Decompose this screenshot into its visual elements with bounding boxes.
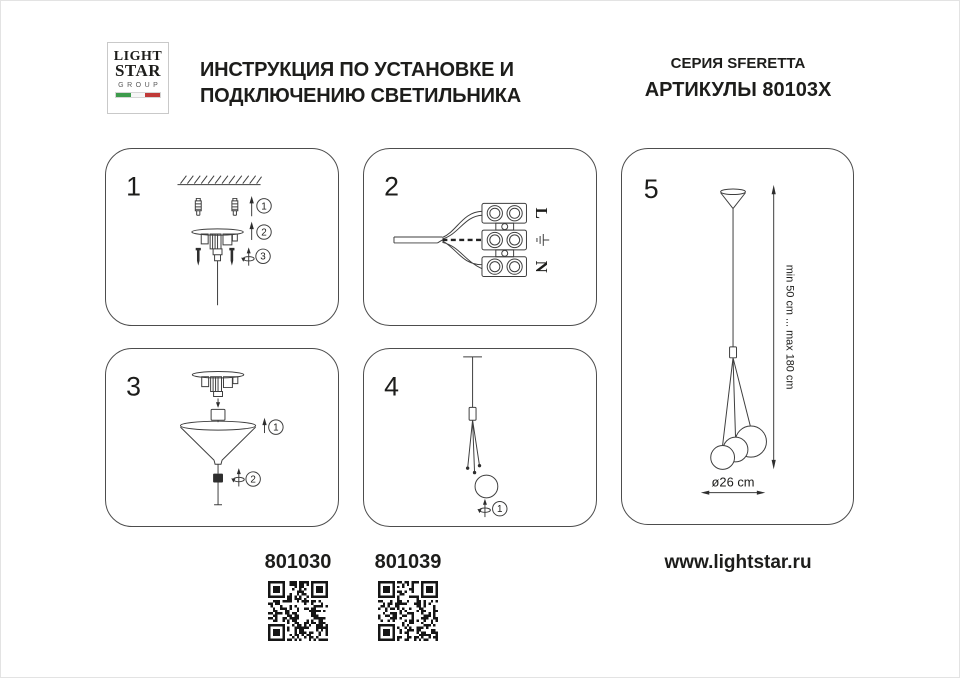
terminal-label-neutral: N [531, 260, 551, 273]
italy-flag-icon [116, 93, 160, 97]
title-line-2: ПОДКЛЮЧЕНИЮ СВЕТИЛЬНИКА [200, 85, 522, 107]
ceiling-hatch-icon [178, 176, 262, 185]
locking-nut [213, 474, 223, 483]
title-line-1: ИНСТРУКЦИЯ ПО УСТАНОВКЕ И [200, 59, 514, 81]
diagram-ceiling-fixing [106, 149, 338, 325]
diameter-dimension [701, 475, 765, 495]
diagram-canopy [106, 349, 338, 526]
canopy-cone [721, 189, 746, 209]
height-dimension [772, 185, 796, 470]
step-badge [493, 501, 507, 515]
svg-text:2: 2 [261, 227, 267, 239]
panel-number: 5 [643, 174, 659, 205]
panel-step-2 [363, 148, 597, 326]
height-dimension-label: min 50 cm ... max 180 cm [783, 264, 796, 390]
svg-text:1: 1 [273, 422, 279, 434]
panel-number: 2 [384, 171, 399, 202]
series-block [600, 55, 876, 102]
rotation-arrow-icon [231, 468, 244, 486]
power-cable [394, 211, 482, 268]
flag-green-stripe [116, 93, 131, 97]
up-arrow-icon [262, 418, 266, 433]
page-title [200, 57, 521, 109]
diagram-wiring [364, 149, 596, 325]
lightstar-logo [107, 42, 169, 114]
step-badge [269, 420, 283, 434]
ground-symbol-icon [537, 234, 549, 246]
flag-red-stripe [145, 93, 160, 97]
suspension-wires [466, 420, 481, 474]
qr-code-1 [268, 581, 328, 641]
panel-number: 3 [126, 371, 141, 402]
terminal-block [482, 203, 526, 276]
panel-step-1 [105, 148, 339, 326]
svg-text:3: 3 [260, 251, 266, 263]
up-arrow-icon [249, 196, 253, 216]
logo-text-star: STAR [114, 61, 162, 80]
series-name: СЕРИЯ SFERETTA [670, 55, 806, 72]
logo-text-group: GROUP [118, 82, 162, 89]
pendant-wire [214, 482, 222, 504]
panel-number: 4 [384, 371, 399, 402]
screw-icon [229, 248, 234, 266]
wall-anchor-icon [232, 198, 238, 215]
step-badge [257, 199, 271, 213]
terminal-label-live: L [531, 207, 551, 219]
sphere-shade [475, 475, 498, 498]
screw-icon [196, 248, 201, 266]
panel-step-5 [621, 148, 854, 525]
sphere-shade [711, 446, 735, 470]
wall-anchor-icon [195, 198, 201, 215]
panel-step-3 [105, 348, 339, 527]
rotation-arrow-icon [241, 247, 254, 265]
step-badge [257, 225, 271, 239]
website-url: www.lightstar.ru [664, 552, 812, 573]
rotation-arrow-icon [477, 499, 490, 517]
articles-name: АРТИКУЛЫ 80103X [644, 79, 832, 101]
diagram-sphere-mounting [364, 349, 596, 526]
diagram-dimensions [622, 149, 853, 524]
step-badge [256, 249, 270, 263]
article-code-2: 801039 [374, 551, 442, 573]
diameter-dimension-label: ø26 cm [711, 474, 755, 490]
step-badge [246, 472, 260, 486]
logo-text-light: LIGHT [113, 49, 163, 64]
canopy-cone [180, 421, 255, 464]
svg-text:2: 2 [250, 474, 256, 486]
cone-fitting [211, 409, 225, 420]
mounting-plate [192, 372, 243, 397]
flag-white-stripe [131, 93, 146, 97]
panel-step-4 [363, 348, 597, 527]
up-arrow-icon [249, 222, 253, 240]
svg-text:1: 1 [261, 201, 267, 213]
wire-connector [469, 407, 476, 420]
wire-connector [730, 347, 737, 358]
article-code-1: 801030 [264, 551, 332, 573]
svg-text:1: 1 [497, 504, 503, 516]
qr-code-2 [378, 581, 438, 641]
down-arrow-icon [216, 398, 220, 407]
panel-number: 1 [126, 171, 141, 202]
